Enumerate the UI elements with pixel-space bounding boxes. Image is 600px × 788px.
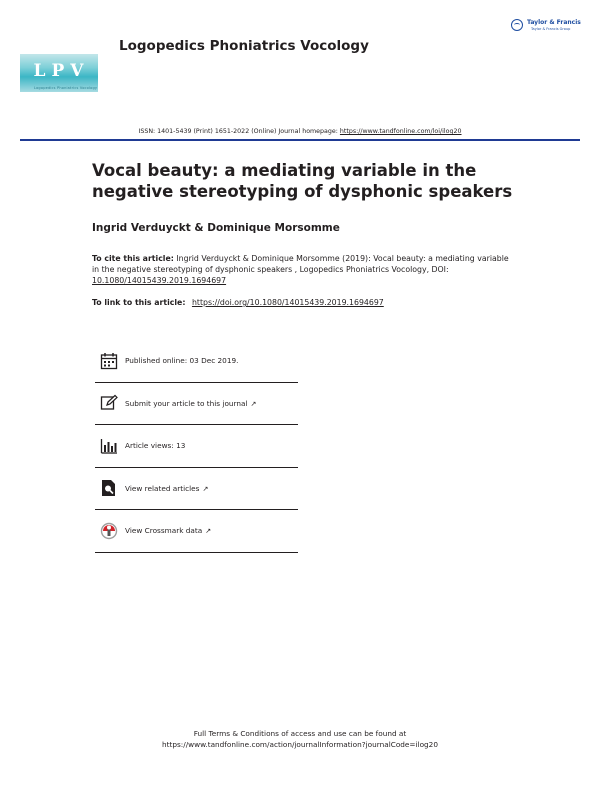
calendar-icon (100, 352, 118, 370)
article-info-list (95, 340, 298, 553)
citation-block (92, 253, 512, 286)
journal-homepage-link[interactable]: https://www.tandfonline.com/loi/ilog20 (339, 128, 462, 135)
cite-doi-link[interactable]: 10.1080/14015439.2019.1694697 (92, 276, 227, 285)
header-divider (20, 139, 580, 141)
link-label: To link to this article: (92, 298, 186, 307)
publisher-logo-icon (511, 19, 523, 31)
footer-line-1: Full Terms & Conditions of access and use can be found at (193, 729, 407, 738)
external-link-icon: ↗ (250, 399, 257, 408)
logo-subtitle: Logopedics Phoniatrics Vocology (34, 86, 98, 90)
article-views: Article views: 13 (125, 441, 186, 451)
submit-article-label: Submit your article to this journal (125, 398, 248, 408)
logo-letters: LPV (33, 61, 90, 81)
footer-url[interactable]: https://www.tandfonline.com/action/journalInformation?journalCode=ilog20 (162, 740, 438, 749)
journal-title: Logopedics Phoniatrics Vocology (119, 38, 369, 54)
article-link-line (92, 298, 384, 307)
published-row (95, 340, 298, 383)
article-title: Vocal beauty: a mediating variable in the negative stereotyping of dysphonic speakers (92, 161, 513, 201)
submit-article-row[interactable] (95, 383, 298, 426)
external-link-icon: ↗ (205, 527, 212, 536)
terms-footer (0, 728, 600, 750)
publisher-name: Taylor & Francis (527, 19, 581, 26)
related-search-icon (100, 479, 118, 497)
crossmark-link[interactable] (125, 526, 211, 535)
article-authors: Ingrid Verduyckt & Dominique Morsomme (92, 222, 340, 234)
crossmark-row[interactable] (95, 510, 298, 553)
related-articles-row[interactable] (95, 468, 298, 511)
edit-icon (100, 394, 118, 412)
issn-line (0, 128, 600, 135)
cite-label: To cite this article: (92, 254, 174, 263)
issn-text: ISSN: 1401-5439 (Print) 1651-2022 (Online) Journal homepage: (138, 128, 338, 135)
cite-text: Ingrid Verduyckt & Dominique Morsomme (2019): Vocal beauty: a mediating variable in the negative stereotyping of dysphonic speakers , Logopedics Phoniatrics Vocology, DOI: (92, 254, 509, 274)
article-views-row (95, 425, 298, 468)
submit-article-link[interactable] (125, 399, 256, 408)
external-link-icon: ↗ (202, 484, 209, 493)
article-doi-link[interactable]: https://doi.org/10.1080/14015439.2019.1694697 (191, 298, 384, 307)
publisher-subtitle: Taylor & Francis Group (531, 27, 571, 31)
bar-chart-icon (100, 437, 118, 455)
published-date: Published online: 03 Dec 2019. (125, 356, 239, 366)
crossmark-label: View Crossmark data (125, 526, 203, 536)
related-articles-label: View related articles (125, 483, 200, 493)
crossmark-icon (100, 522, 118, 540)
related-articles-link[interactable] (125, 484, 208, 493)
